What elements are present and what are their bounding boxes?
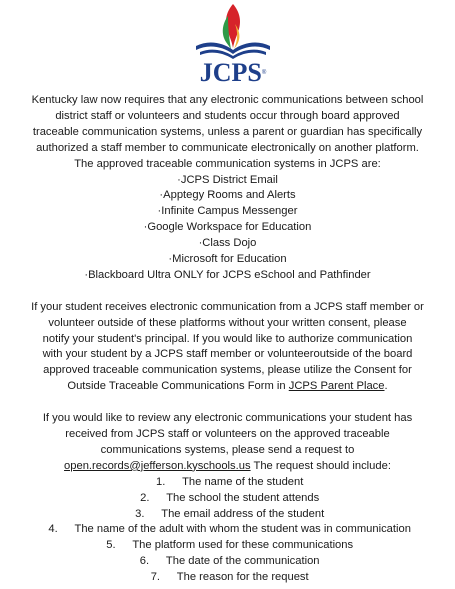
consent-line-suffix: . (384, 380, 388, 393)
system-item: ·JCPS District Email (177, 173, 278, 186)
consent-line: If your student receives electronic communication from a JCPS staff member or (31, 300, 424, 313)
request-item (2, 554, 453, 570)
logo-wordmark: JCPS® (199, 58, 267, 87)
request-item-text: The school the student attends (166, 491, 320, 504)
intro-line: authorized a staff member to communicate electronically on another platform. (36, 141, 419, 154)
request-item (2, 538, 453, 554)
consent-line-prefix: Outside Traceable Communications Form in (67, 380, 289, 393)
request-item (2, 522, 453, 538)
system-item: ·Blackboard Ultra ONLY for JCPS eSchool and Pathfinder (84, 268, 371, 281)
paragraph-gap (2, 284, 453, 300)
request-item-text: The name of the student (182, 475, 304, 488)
intro-line: traceable communication systems, unless a parent or guardian has specifically (32, 125, 423, 138)
request-item-text: The reason for the request (176, 571, 309, 584)
open-records-email-link[interactable]: open.records@jefferson.kyschools.us (64, 459, 251, 472)
review-line: If you would like to review any electronic communications your student has (42, 412, 413, 425)
review-line: received from JCPS staff or volunteers on the approved traceable (65, 428, 390, 440)
system-item: ·Infinite Campus Messenger (157, 205, 298, 218)
consent-line: approved traceable communication systems, please utilize the Consent for (43, 364, 412, 377)
parent-place-link[interactable]: JCPS Parent Place (288, 380, 385, 393)
flame-book-icon (188, 2, 278, 62)
request-item-text: The name of the adult with whom the student was in communication (74, 523, 411, 536)
request-item-text: The platform used for these communications (132, 539, 354, 552)
system-item: ·Google Workspace for Education (143, 221, 312, 234)
review-line: communications systems, please send a request to (100, 443, 355, 456)
jcps-logo (188, 2, 278, 90)
system-item: ·Microsoft for Education (168, 253, 287, 266)
review-paragraph (2, 411, 453, 475)
notice-body (2, 93, 453, 586)
request-item-number: 4. (48, 523, 58, 536)
approved-systems-list (2, 173, 453, 284)
request-item-number: 7. (150, 571, 161, 584)
request-item-number: 2. (140, 491, 150, 504)
request-item-text: The date of the communication (165, 555, 320, 568)
review-line-suffix: The request should include: (250, 459, 391, 472)
request-item (2, 507, 453, 523)
intro-paragraph (2, 93, 453, 173)
system-item: ·Class Dojo (198, 237, 257, 250)
request-item (2, 570, 453, 586)
request-item-text: The email address of the student (161, 507, 325, 520)
request-items-list (2, 475, 453, 586)
request-item-number: 6. (139, 555, 150, 568)
intro-line: district staff or volunteers and students occur through board approved (55, 109, 400, 122)
consent-line: volunteer outside of these platforms without your written consent, please (48, 316, 407, 329)
consent-paragraph (2, 300, 453, 395)
request-item-number: 1. (155, 475, 166, 488)
intro-line: Kentucky law now requires that any electronic communications between school (31, 94, 424, 106)
intro-line: The approved traceable communication systems in JCPS are: (74, 157, 381, 170)
request-item (2, 491, 453, 507)
review-line (2, 459, 453, 475)
request-item (2, 475, 453, 491)
system-item: ·Apptegy Rooms and Alerts (159, 189, 296, 202)
consent-line: with your student by a JCPS staff member or volunteeroutside of the board (42, 348, 413, 361)
consent-line: notify your student's principal. If you would like to authorize communication (42, 332, 413, 345)
paragraph-gap (2, 395, 453, 411)
request-item-number: 3. (135, 507, 145, 520)
request-item-number: 5. (106, 539, 116, 552)
consent-line (2, 379, 453, 395)
